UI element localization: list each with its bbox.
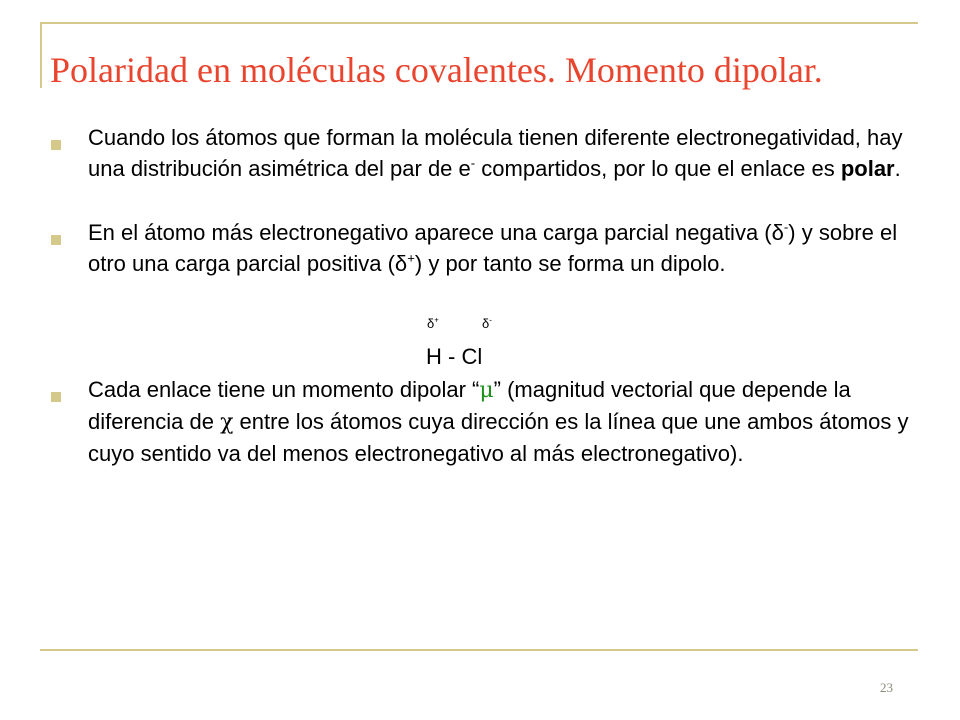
bottom-rule xyxy=(40,649,918,651)
page-number: 23 xyxy=(880,680,893,695)
mu-symbol: μ xyxy=(479,378,494,403)
bullet-marker-2 xyxy=(51,235,61,245)
slide-title: Polaridad en moléculas covalentes. Momento dipolar. xyxy=(50,50,823,90)
top-rule xyxy=(40,22,918,24)
delta-minus-sign: - xyxy=(489,315,492,325)
bullet-2-part-1: En el átomo más electronegativo aparece una carga parcial negativa (δ xyxy=(88,220,784,245)
bullet-1-part-1: Cuando los átomos que forman la molécula tienen diferente electronegatividad, hay una distribución asimétrica del par de e xyxy=(88,125,903,181)
molecule-formula: H - Cl xyxy=(426,344,483,369)
bullet-3-part-2: ” (magnitud vectorial que depende la diferencia de xyxy=(88,377,851,434)
bullet-1-part-3: . xyxy=(894,156,901,181)
bullet-text-2 xyxy=(88,217,918,279)
left-rule xyxy=(40,22,42,88)
chi-symbol: χ xyxy=(220,410,234,435)
bullet-marker-3 xyxy=(51,392,61,402)
delta-minus-symbol: δ xyxy=(482,316,490,331)
bullet-1-part-2: compartidos, por lo que el enlace es xyxy=(475,156,841,181)
bullet-3-part-3: entre los átomos cuya dirección es la línea que une ambos átomos y cuyo sentido va del menos electronegativo al más electronegativo). xyxy=(88,409,909,466)
delta-plus-label xyxy=(427,316,439,331)
delta-minus-label xyxy=(482,316,492,331)
bullet-text-3 xyxy=(88,374,918,469)
bullet-3-part-1: Cada enlace tiene un momento dipolar “ xyxy=(88,377,480,402)
bullet-text-1 xyxy=(88,122,918,184)
bullet-2-part-3: ) y por tanto se forma un dipolo. xyxy=(414,251,726,276)
bullet-2-superscript-2: + xyxy=(407,250,415,266)
delta-plus-symbol: δ xyxy=(427,316,435,331)
bullet-1-bold-term: polar xyxy=(840,156,895,181)
bullet-1-superscript: - xyxy=(470,155,476,171)
bullet-2-superscript-1: - xyxy=(783,219,789,235)
bullet-2-part-2: ) y sobre el otro una carga parcial positiva (δ xyxy=(88,220,898,276)
bullet-marker-1 xyxy=(51,140,61,150)
delta-plus-sign: + xyxy=(434,315,439,325)
